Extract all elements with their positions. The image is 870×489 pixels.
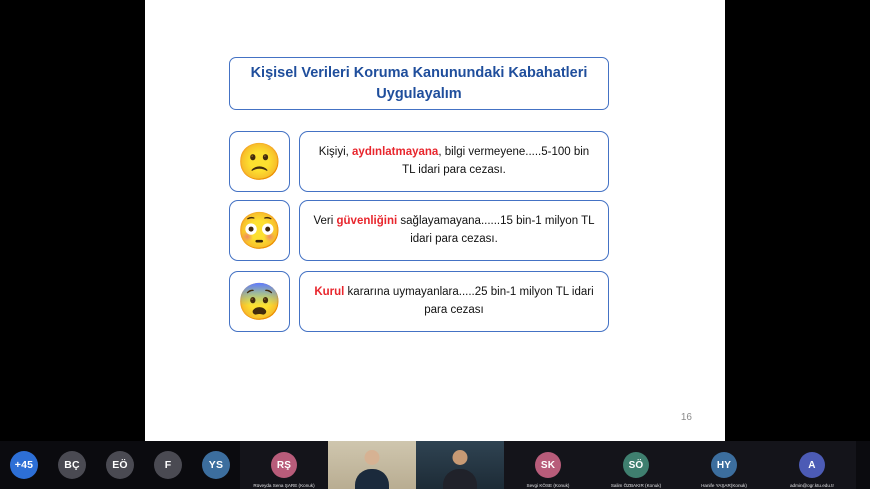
emoji-box-3	[229, 271, 290, 332]
slide-row-1	[229, 131, 609, 192]
astonished-face-emoji: 😳	[237, 209, 282, 251]
fearful-face-emoji: 😨	[237, 280, 282, 322]
participant-tile-avatar[interactable]	[504, 441, 592, 489]
participant-tile-avatar[interactable]	[96, 441, 144, 489]
participant-tile-avatar[interactable]	[144, 441, 192, 489]
slide-canvas	[145, 0, 725, 441]
avatar: A	[799, 452, 825, 478]
participant-head	[453, 450, 468, 465]
video-feed	[328, 441, 416, 489]
participant-name-label: Sevgi KÖSE (Konuk)	[526, 482, 570, 488]
avatar: YS	[202, 451, 230, 479]
confused-face-emoji: 🙁	[237, 140, 282, 182]
avatar: SÖ	[623, 452, 649, 478]
row-1-text-before: Kişiyi,	[318, 146, 353, 159]
text-box-1	[299, 131, 609, 192]
avatar: SK	[535, 452, 561, 478]
row-3-highlight: Kurul	[314, 286, 345, 299]
row-2-text-before: Veri	[313, 215, 337, 228]
participant-head	[365, 450, 380, 465]
row-3-text-after: kararına uymayanlara.....25 bin-1 milyon TL idari para cezası	[344, 286, 594, 316]
text-box-2	[299, 200, 609, 261]
slide-row-3	[229, 271, 609, 332]
page-title: Kişisel Verileri Koruma Kanunundaki Kabahatleri Uygulayalım	[250, 64, 588, 102]
avatar: HY	[711, 452, 737, 478]
video-feed	[416, 441, 504, 489]
participant-tile-avatar[interactable]	[680, 441, 768, 489]
slide-title-box	[229, 57, 609, 110]
participant-tile-avatar[interactable]	[240, 441, 328, 489]
participant-filmstrip[interactable]	[0, 441, 870, 489]
participant-tile-video[interactable]	[416, 441, 504, 489]
avatar: +45	[10, 451, 38, 479]
participant-name-label: Rüveyda Sena ŞARE (Konuk)	[253, 482, 315, 488]
slide-page-number: 16	[680, 412, 692, 423]
row-1-text-after: , bilgi vermeyene.....5-100 bin TL idari para cezası.	[402, 146, 590, 176]
avatar: BÇ	[58, 451, 86, 479]
participant-tile-avatar[interactable]	[592, 441, 680, 489]
row-2-highlight: güvenliğini	[336, 215, 398, 228]
participant-overflow-tile[interactable]	[0, 441, 48, 489]
row-2-text-after: sağlayamayana......15 bin-1 milyon TL idari para cezası.	[397, 215, 595, 245]
participant-tile-avatar[interactable]	[48, 441, 96, 489]
participant-name-label: Salim ÖZBAKIR (Konuk)	[610, 482, 662, 488]
text-box-3	[299, 271, 609, 332]
slide-row-2	[229, 200, 609, 261]
participant-tile-video[interactable]	[328, 441, 416, 489]
row-1-highlight: aydınlatmayana	[352, 146, 439, 159]
participant-tile-avatar[interactable]	[768, 441, 856, 489]
participant-name-label: admin@ogr.ktu.edu.tr	[790, 482, 834, 488]
emoji-box-1	[229, 131, 290, 192]
participant-tile-avatar[interactable]	[192, 441, 240, 489]
participant-name-label: Hanife YAŞAR(Konuk)	[701, 482, 747, 488]
avatar: EÖ	[106, 451, 134, 479]
emoji-box-2	[229, 200, 290, 261]
avatar: RŞ	[271, 452, 297, 478]
avatar: F	[154, 451, 182, 479]
